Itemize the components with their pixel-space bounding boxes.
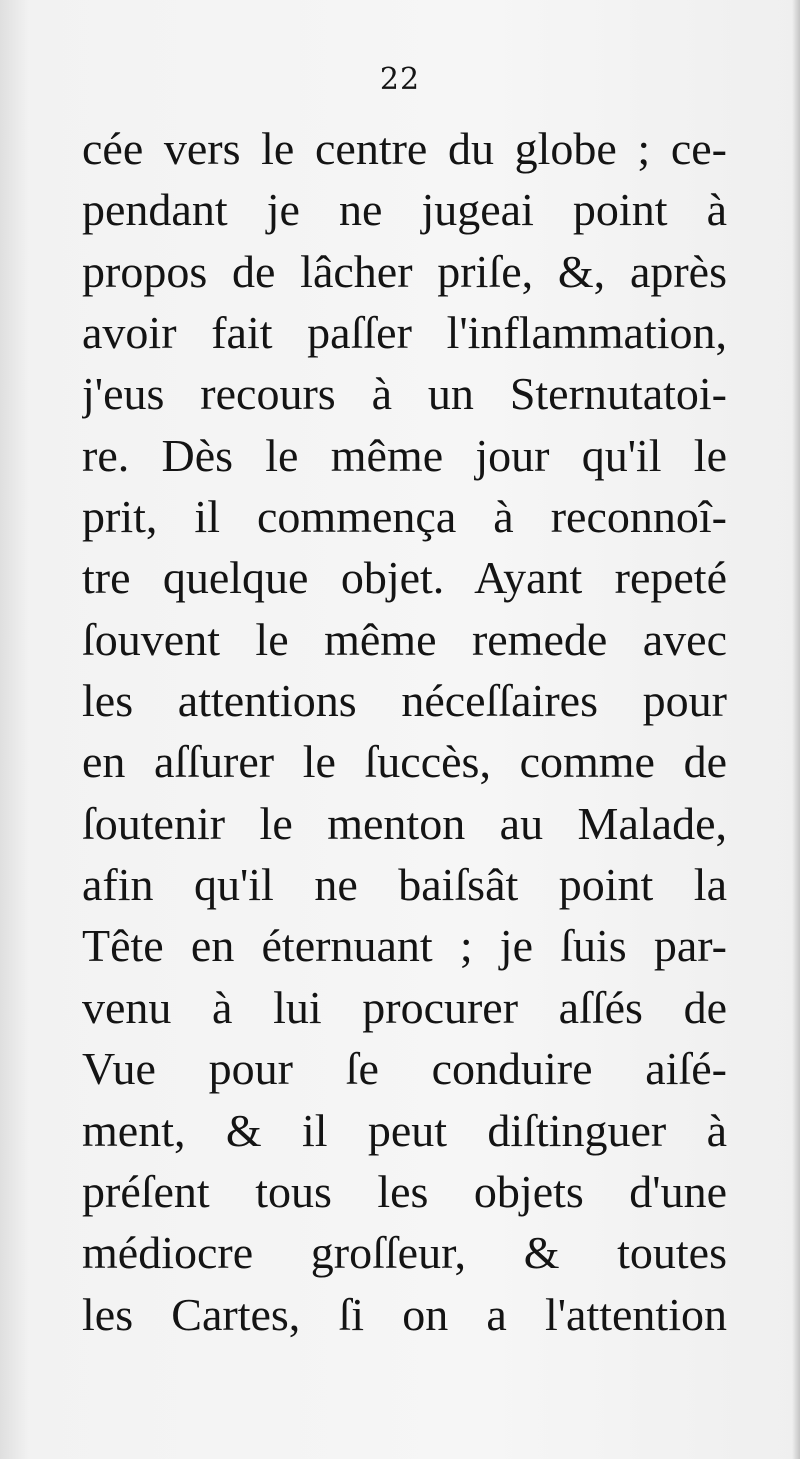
body-text (82, 118, 727, 1345)
text-line: en aſſurer le ſuccès, comme de (82, 736, 727, 788)
page-number: 22 (379, 62, 421, 97)
text-line: les Cartes, ſi on a l'attention (82, 1288, 727, 1340)
text-line: venu à lui procurer aſſés de (82, 981, 727, 1033)
text-line: les attentions néceſſaires pour (82, 675, 727, 727)
text-line: re. Dès le même jour qu'il le (82, 429, 727, 481)
text-line: avoir fait paſſer l'inflammation, (82, 307, 727, 359)
text-line: Vue pour ſe conduire aiſé- (82, 1043, 727, 1095)
text-line: j'eus recours à un Sternutatoi- (82, 368, 727, 420)
page-shadow (0, 0, 30, 1459)
text-line: préſent tous les objets d'une (82, 1165, 727, 1217)
text-line: propos de lâcher priſe, &, après (82, 245, 727, 297)
text-line: ſoutenir le menton au Malade, (82, 797, 727, 849)
text-line: ment, & il peut diſtinguer à (82, 1104, 727, 1156)
text-line: ſouvent le même remede avec (82, 613, 727, 665)
page-edge (792, 0, 800, 1459)
text-line: prit, il commença à reconnoî- (82, 491, 727, 543)
text-line: afin qu'il ne baiſsât point la (82, 859, 727, 911)
text-line: pendant je ne jugeai point à (82, 184, 727, 236)
text-line: Tête en éternuant ; je ſuis par- (82, 920, 727, 972)
text-line: tre quelque objet. Ayant repeté (82, 552, 727, 604)
text-line: cée vers le centre du globe ; ce- (82, 123, 727, 174)
text-line: médiocre groſſeur, & toutes (82, 1227, 727, 1279)
